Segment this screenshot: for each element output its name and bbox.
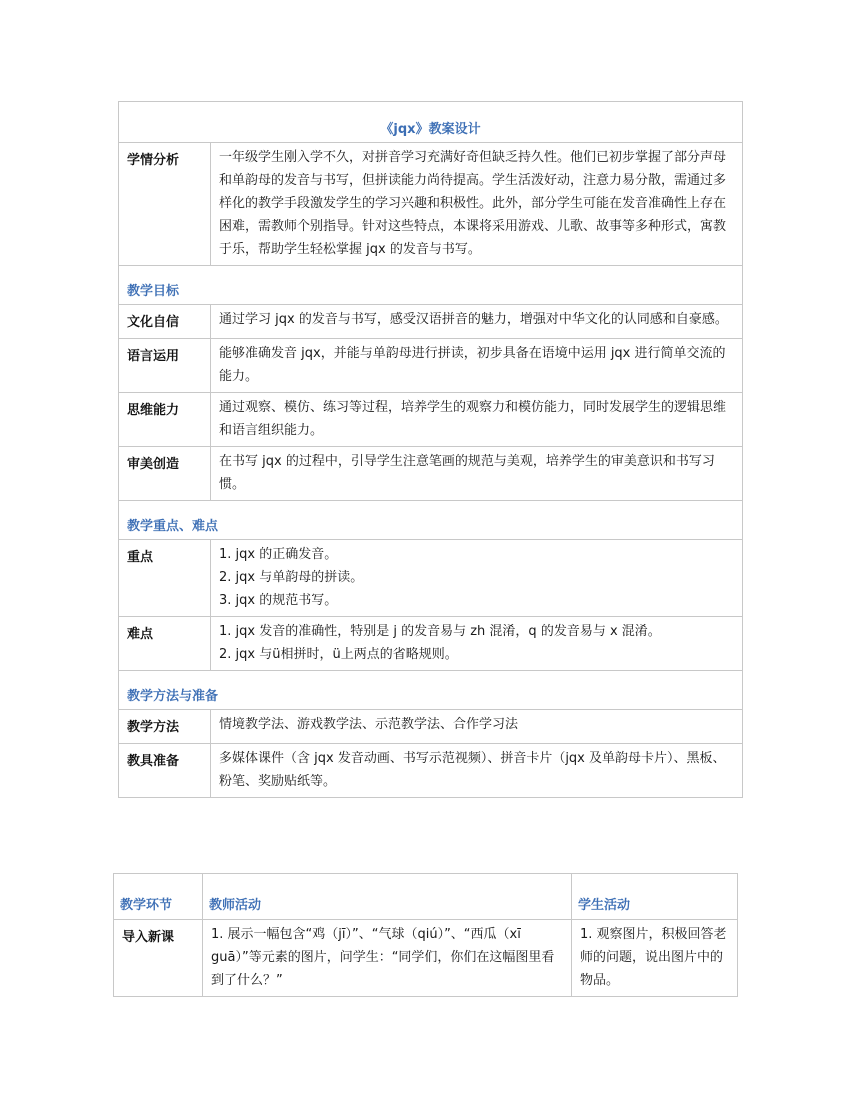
col-header-student: 学生活动 — [572, 874, 738, 920]
difficulty-item: 2. jqx 与ü相拼时，ü上两点的省略规则。 — [219, 647, 458, 662]
lesson-title: 《jqx》教案设计 — [380, 122, 481, 137]
teacher-activity-cell: 1. 展示一幅包含“鸡（jī）”、“气球（qiú）”、“西瓜（xī guā）”等元素的图片，问学生：“同学们，你们在这幅图里看到了什么？” — [203, 920, 572, 997]
methods-heading-cell — [119, 671, 743, 710]
difficulty-item: 1. jqx 发音的准确性，特别是 j 的发音易与 zh 混淆，q 的发音易与 x 混淆。 — [219, 624, 661, 639]
objective-text: 能够准确发音 jqx，并能与单韵母进行拼读，初步具备在语境中运用 jqx 进行简单交流的能力。 — [211, 339, 743, 393]
objective-label: 文化自信 — [119, 305, 211, 339]
learner-analysis-text: 一年级学生刚入学不久，对拼音学习充满好奇但缺乏持久性。他们已初步掌握了部分声母和单韵母的发音与书写，但拼读能力尚待提高。学生活泼好动，注意力易分散，需通过多样化的教学手段激发学生的学习兴趣和积极性。此外，部分学生可能在发音准确性上存在困难，需教师个别指导。针对这些特点，本课将采用游戏、儿歌、故事等多种形式，寓教于乐，帮助学生轻松掌握 jqx 的发音与书写。 — [211, 143, 743, 266]
objectives-heading: 教学目标 — [127, 284, 180, 299]
focus-label: 重点 — [119, 540, 211, 617]
objectives-heading-cell — [119, 266, 743, 305]
objective-label: 审美创造 — [119, 447, 211, 501]
col-header-stage: 教学环节 — [114, 874, 203, 920]
focus-list — [211, 540, 743, 617]
objective-text: 通过观察、模仿、练习等过程，培养学生的观察力和模仿能力，同时发展学生的逻辑思维和语言组织能力。 — [211, 393, 743, 447]
lesson-plan-table — [118, 101, 743, 798]
student-activity-cell: 1. 观察图片，积极回答老师的问题，说出图片中的物品。 — [572, 920, 738, 997]
method-label: 教学方法 — [119, 710, 211, 744]
lesson-title-cell — [119, 102, 743, 143]
stage-cell: 导入新课 — [114, 920, 203, 997]
difficulty-label: 难点 — [119, 617, 211, 671]
prep-label: 教具准备 — [119, 744, 211, 798]
learner-analysis-label: 学情分析 — [119, 143, 211, 266]
methods-heading: 教学方法与准备 — [127, 689, 219, 704]
key-points-heading-cell — [119, 501, 743, 540]
objective-label: 思维能力 — [119, 393, 211, 447]
focus-item: 1. jqx 的正确发音。 — [219, 547, 338, 562]
focus-item: 2. jqx 与单韵母的拼读。 — [219, 570, 364, 585]
focus-item: 3. jqx 的规范书写。 — [219, 593, 338, 608]
process-table — [113, 873, 738, 997]
objective-text: 通过学习 jqx 的发音与书写，感受汉语拼音的魅力，增强对中华文化的认同感和自豪感。 — [211, 305, 743, 339]
method-text: 情境教学法、游戏教学法、示范教学法、合作学习法 — [211, 710, 743, 744]
difficulty-list — [211, 617, 743, 671]
prep-text: 多媒体课件（含 jqx 发音动画、书写示范视频）、拼音卡片（jqx 及单韵母卡片）、黑板、粉笔、奖励贴纸等。 — [211, 744, 743, 798]
col-header-teacher: 教师活动 — [203, 874, 572, 920]
key-points-heading: 教学重点、难点 — [127, 519, 219, 534]
objective-label: 语言运用 — [119, 339, 211, 393]
objective-text: 在书写 jqx 的过程中，引导学生注意笔画的规范与美观，培养学生的审美意识和书写习惯。 — [211, 447, 743, 501]
